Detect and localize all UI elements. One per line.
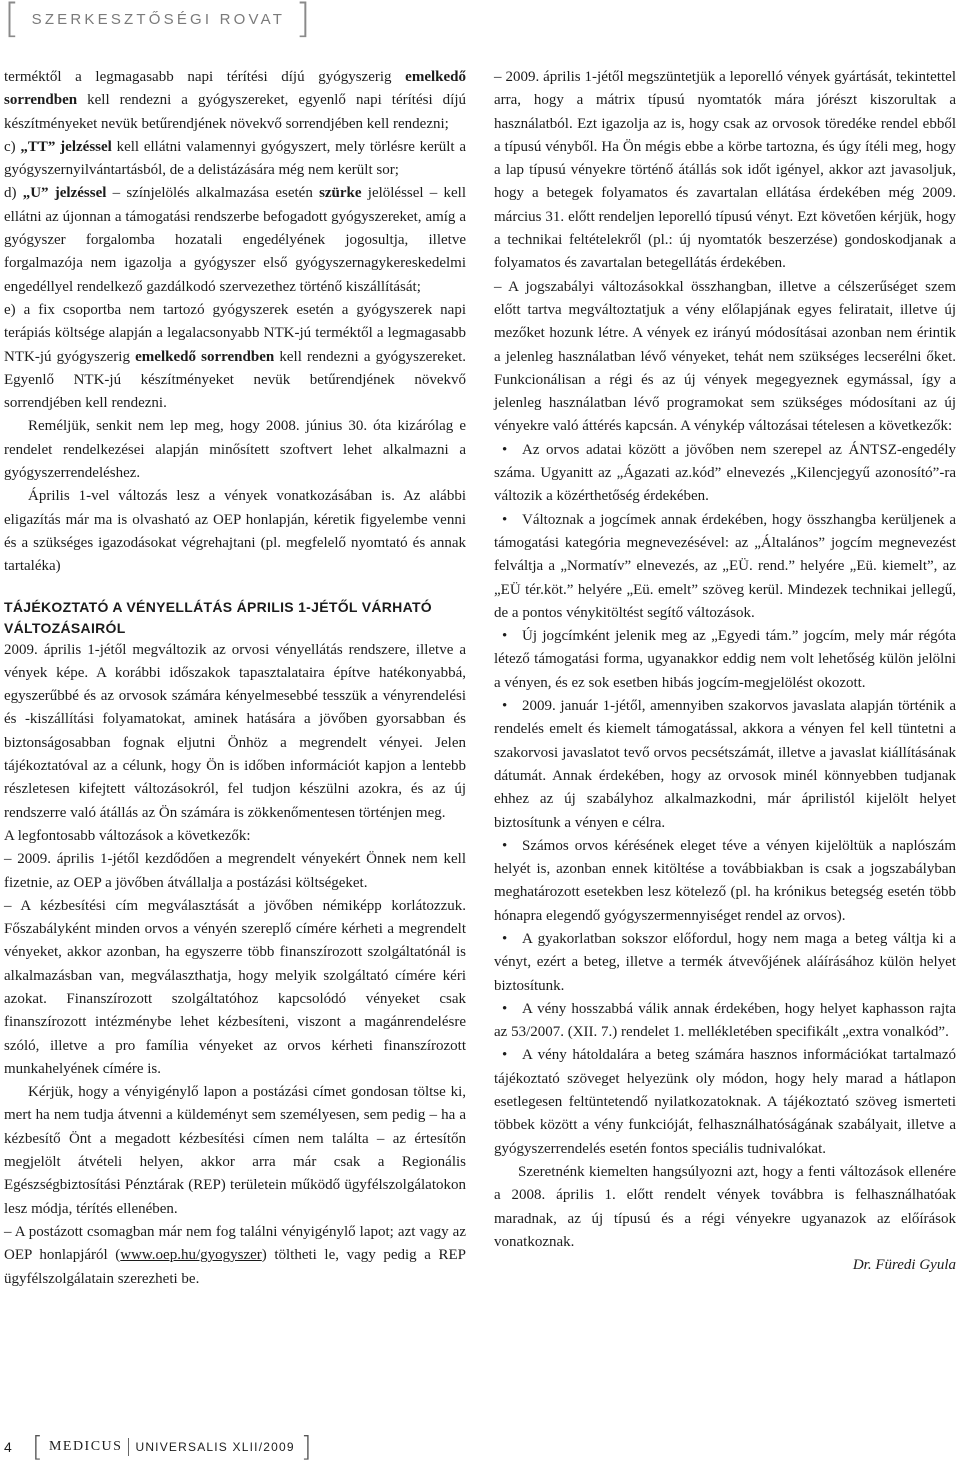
bullet-item <box>494 835 956 928</box>
bullet-icon: • <box>502 511 508 528</box>
paragraph-key-changes: A legfontosabb változások a következők: <box>4 827 251 844</box>
bullet-icon: • <box>502 837 508 854</box>
volume-label: UNIVERSALIS XLII/2009 <box>135 1440 295 1454</box>
bullet-icon: • <box>502 698 508 715</box>
change-bullet-list <box>494 439 956 1161</box>
bullet-icon: • <box>502 1000 508 1017</box>
bold-run: „U” jelzéssel <box>22 185 107 202</box>
section-heading: TÁJÉKOZTATÓ A VÉNYELLÁTÁS ÁPRILIS 1-JÉTŐL VÁRHATÓ VÁLTOZÁSAIRÓL <box>4 598 432 636</box>
bullet-icon: • <box>502 628 508 645</box>
bullet-item <box>494 695 956 835</box>
bold-run: emelkedő sorrendben <box>135 348 275 365</box>
paragraph-label-changes: – A jogszabályi változásokkal összhangban, illetve a célszerűséget szem előtt tartva megváltoztatjuk a vény előlapjának egyes feliratait, illetve új mezőket hozunk létre. A vények ez irányú módosításai azonban nem érintik a jelenleg használatban lévő vényeket, tehát nem szükséges lecserélni őket. Funkcionálisan a régi és az új vények megegyeznek egymással, így a jelenleg használatban lévő programokat sem szükséges módosítani az új vényekre való áttérés kapcsán. A vénykép változásai tételesen a következők: <box>494 278 956 435</box>
bullet-icon: • <box>502 930 508 947</box>
header-left-bracket: [ <box>4 0 20 42</box>
paragraph-sorting-rule <box>4 66 466 136</box>
footer-right-bracket: ] <box>300 1430 312 1463</box>
section-title-label: SZERKESZTŐSÉGI ROVAT <box>31 10 286 28</box>
text-run: kell ellátni valamennyi gyógyszert, mely törlésre került a gyógyszernyilvántartásból, de a delistázására még nem került sor; <box>4 138 467 179</box>
paragraph-download <box>4 1221 466 1291</box>
bullet-icon: • <box>502 1047 508 1064</box>
bullet-item <box>494 928 956 998</box>
right-column <box>494 66 956 1277</box>
text-run: kell rendezni a gyógyszereket, egyenlő napi térítési díjú készítményeket nevük betűrendjének növekvő sorrendjében kell rendezni; <box>4 92 466 132</box>
download-text-before: – A postázott csomagban már nem fog találni vényigénylő lapot; azt vagy az OEP honlapjáról ( <box>4 1223 466 1264</box>
bullet-text: Az orvos adatai között a jövőben nem szerepel az ÁNTSZ-engedély száma. Ugyanitt az „Ágazati az.kód” elnevezés „Kilencjegyű azonosító”-ra változik a közérthetőség érdekében. <box>494 441 956 505</box>
page-number: 4 <box>4 1439 12 1455</box>
paragraph-postage: – 2009. április 1-jétől kezdődően a megrendelt vényekért Önnek nem kell fizetnie, az OEP a jövőben átvállalja a postázási költségeket. <box>4 851 466 891</box>
text-run: d) <box>4 185 23 202</box>
bold-run: emelkedő sorrendben <box>4 69 466 109</box>
paragraph-software: Reméljük, senkit nem lep meg, hogy 2008. június 30. óta kizárólag e rendelet rendelkezései alapján minősített szoftvert lehet alkalmazni a gyógyszerrendeléshez. <box>4 418 466 482</box>
paragraph-tt-marking <box>4 136 466 183</box>
bullet-text: Változnak a jogcímek annak érdekében, hogy összhangba kerüljenek a támogatási kategória megnevezésével: az „Általános” jogcím megnevezést felváltja a „Normatív” elnevezés, az „EÜ. rend.” helyére „Eü. kiemelt”, az „EÜ tér.köt.” helyére „Eü. emelt” szöveg kerül. Mindezek technikai jellegű, de a pontos vénykitöltést segítő változások. <box>494 511 956 621</box>
section-header <box>4 0 311 42</box>
signature-line <box>494 1254 956 1277</box>
magazine-name: MEDICUS <box>48 1439 123 1454</box>
bullet-item <box>494 998 956 1045</box>
text-run: – színjelölés alkalmazása esetén <box>106 185 320 202</box>
paragraph-leporello: – 2009. április 1-jétől megszüntetjük a leporelló vények gyártását, tekintettel arra, hogy a mátrix típusú nyomtatók mára jórészt kiszorultak a használatból. Ezt igazolja az is, hogy csak az orvosok töredéke rendel ebből a típusú vényből. Ha Ön mégis ebbe a körbe tartozna, és úgy ítéli meg, hogy a lap típusú vényekre történő átállás sok időt igényel, akkor azt javasoljuk, hogy a betegek folyamatos és zavartalan ellátása érdekében még 2009. március 31. előtt rendeljen leporelló típusú vényt. Ezt követően kérjük, hogy a technikai feltételekről (pl.: új nyomtatók beszerzése) gondoskodjanak a folyamatos és zavartalan betegellátás érdekében. <box>494 69 956 272</box>
paragraph-request-form: Kérjük, hogy a vényigénylő lapon a postázási címet gondosan töltse ki, mert ha nem tudja átvenni a küldeményt sem személyesen, sem pedig – ha a kézbesítő Önt a megadott kézbesítési címen nem találta – az értesítőn megjelölt átvételi helyen, akkor arra már csak a Regionális Egészségbiztosítási Pénztárak (REP) területein működő ügyfélszolgálatokon lesz módja, térítés ellenében. <box>4 1084 466 1217</box>
bullet-item <box>494 1044 956 1160</box>
paragraph-delivery-address: – A kézbesítési cím megválasztását a jövőben némiképp korlátozzuk. Főszabályként minden orvos a vényén szereplő címére kérheti a megrendelt vényeket, akkor azonban, ha egyszerre több finanszírozott szolgáltatónál is alkalmazásban van, megválaszthatja, hogy melyik szolgáltató címére kéri azokat. Finanszírozott szolgáltatóhoz kapcsolódó vényeket csak finanszírozott intézménybe lehet kézbesíteni, viszont a magánrendelésre szóló, illetve a pro família vényeket az orvos kérheti finanszírozott munkahelyének címére is. <box>4 897 466 1077</box>
oep-website-link[interactable]: www.oep.hu/gyogyszer <box>120 1247 262 1264</box>
download-text-after: ) töltheti le, vagy pedig a REP ügyfélszolgálatain szerezheti be. <box>4 1247 466 1287</box>
bullet-text: Új jogcímként jelenik meg az „Egyedi tám.” jogcím, mely már régóta létező támogatási forma, ugyanakkor eddig nem volt lehetőség külön jelölni a vényen, és ez sok esetben hibás jogcím-megjelölést okozott. <box>494 628 956 691</box>
bullet-item <box>494 625 956 695</box>
bullet-text: A gyakorlatban sokszor előfordul, hogy nem maga a beteg váltja ki a vényt, ezért a beteg, illetve a termék átvevőjének aláírásához külön helyet biztosítunk. <box>494 930 956 994</box>
page-footer <box>4 1432 312 1462</box>
paragraph-u-marking <box>4 182 466 298</box>
paragraph-april-change: Április 1-vel változás lesz a vények vonatkozásában is. Az alábbi eligazítás már ma is olvasható az OEP honlapján, kéretik figyelembe venni és a szükséges igazodásokat végrehajtani (pl. megfelelő nyomtató és annak tartaléka) <box>4 488 466 575</box>
bold-run: szürke <box>319 185 362 202</box>
bullet-text: A vény hátoldalára a beteg számára hasznos információkat tartalmazó tájékoztató szöveget helyezünk oly módon, hogy hely marad a hátlapon esetlegesen feltüntetendő nyilatkozatoknak. A tájékoztató szöveg ismerteti többek között a vény funkcióját, felhasználhatóságának szabályait, illetve a gyógyszerrendelés esetén fontos speciális tudnivalókat. <box>494 1047 956 1157</box>
text-run: terméktől a legmagasabb napi térítési díjú gyógyszerig <box>4 69 406 85</box>
text-run: kell rendezni a gyógyszereket. Egyenlő NTK-jú készítményeket nevük betűrendjének növekvő sorrendjében kell rendezni. <box>4 348 467 412</box>
bold-run: „TT” jelzéssel <box>20 138 112 155</box>
text-run: e) a fix csoportba nem tartozó gyógyszerek esetén a gyógyszerek napi terápiás költsége alapján a legalacsonyabb NTK-jú terméktől a legmagasabb NTK-jú gyógyszerig <box>4 301 466 365</box>
header-right-bracket: ] <box>295 0 311 42</box>
bullet-icon: • <box>502 441 508 458</box>
bullet-item <box>494 439 956 509</box>
bullet-text: Számos orvos kérésének eleget téve a vényen kijelöltük a naplószám helyét is, azonban ennek kitöltése a továbbiakban is csak a jogszabályban meghatározott esetekben lesz kötelező (pl. ha krónikus betegség esetén több hónapra elegendő gyógyszermennyiséget rendel az orvos). <box>494 837 956 924</box>
text-run: c) <box>4 138 21 155</box>
bullet-text: 2009. január 1-jétől, amennyiben szakorvos javaslata alapján történik a rendelés emelt és kiemelt támogatással, akkora a vényen fel kell tüntetni a szakorvosi javaslatot tevő orvos pecsétszámát, illetve a javaslat kiállításának dátumát. Annak érdekében, hogy az orvosok minél könnyebben tudjanak ehhez az új szabályhoz alkalmazkodni, már áprilistól kijelölt helyet biztosítunk a vényen e célra. <box>494 698 956 831</box>
paragraph-closing: Szeretnénk kiemelten hangsúlyozni azt, hogy a fenti változások ellenére a 2008. április 1. előtt rendelt vények továbbra is felhasználhatóak maradnak, az új típusú és a régi vényekre ugyanazok az előírások vonatkoznak. <box>494 1163 956 1250</box>
author-name: Dr. Füredi Gyula <box>852 1257 956 1274</box>
footer-left-bracket: [ <box>32 1430 43 1463</box>
bullet-text: A vény hosszabbá válik annak érdekében, hogy helyet kaphasson rajta az 53/2007. (XII. 7.) rendelet 1. mellékletében specifikált „extra vonalkód”. <box>494 1000 956 1041</box>
paragraph-intro: 2009. április 1-jétől megváltozik az orvosi vényellátás rendszere, illetve a vények képe. A korábbi időszakok tapasztalataira építve hatékonyabbá, egyszerűbbé és az orvosok számára kényelmesebbé tesszük a vényrendelési és -kiszállítási folyamatokat, aminek hatására a jövőben gyorsabban és biztonságosabban fognak eljutni Önhöz a megrendelt vényei. Jelen tájékoztatóval az a célunk, hogy Ön is időben információt kapjon a lentebb részletesen kifejtett változásokról, fel tudjon készülni azokra, és az új rendszerre való átállás az Ön számára is zökkenőmentesen történjen meg. <box>4 641 466 821</box>
text-run: jelöléssel – kell ellátni az újonnan a támogatási rendszerbe befogadott gyógyszereket, amíg a gyógyszer forgalomba hozatali engedélyének jogosultja, illetve forgalmazója nem igazolja a gyógyszer első gyógyszernagykereskedelmi engedéllyel rendelkező gazdálkodó szervezethez történő kiszállítását; <box>4 185 467 295</box>
bullet-item <box>494 509 956 625</box>
left-column <box>4 66 466 1291</box>
paragraph-fix-group <box>4 299 466 415</box>
